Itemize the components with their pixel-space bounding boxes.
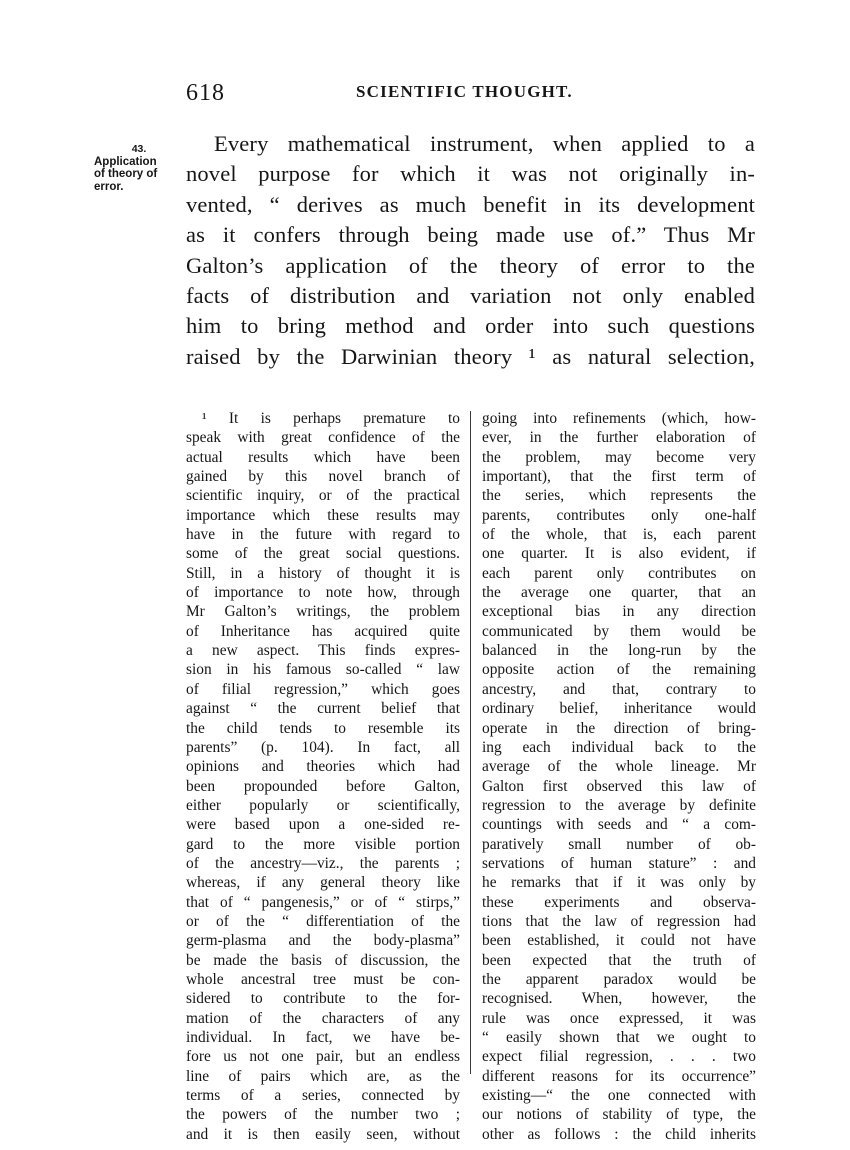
body-line: him to bring method and order into such questions bbox=[186, 313, 755, 339]
footnote-line: operate in the direction of bring- bbox=[482, 719, 756, 737]
footnote-line: the child tends to resemble its bbox=[186, 719, 460, 737]
footnote-line: of importance to note how, through bbox=[186, 584, 460, 602]
footnote-line: ¹ It is perhaps premature to bbox=[202, 410, 460, 427]
footnote-line: have in the future with regard to bbox=[186, 526, 460, 544]
footnote-line: each parent only contributes on bbox=[482, 564, 756, 582]
footnote-line: Galton first observed this law of bbox=[482, 777, 756, 795]
footnote-line: countings with seeds and “ a com- bbox=[482, 816, 756, 834]
footnote-line: rule was once expressed, it was bbox=[482, 1009, 756, 1027]
margin-note bbox=[94, 143, 178, 193]
footnote-line: been expected that the truth of bbox=[482, 951, 756, 969]
footnote-line: whole ancestral tree must be con- bbox=[186, 970, 460, 988]
body-line: Every mathematical instrument, when applied to a bbox=[214, 131, 755, 156]
footnote-left-column bbox=[186, 409, 460, 1144]
footnote-line: different reasons for its occurrence” bbox=[482, 1067, 756, 1085]
footnote-line: of the whole, that is, each parent bbox=[482, 526, 756, 544]
footnote-line: opinions and theories which had bbox=[186, 758, 460, 776]
body-line: facts of distribution and variation not only enabled bbox=[186, 283, 755, 309]
footnote-line: paratively small number of ob- bbox=[482, 835, 756, 853]
footnote-line: line of pairs which are, as the bbox=[186, 1067, 460, 1085]
footnote-line: importance which these results may bbox=[186, 506, 460, 524]
margin-label-line: Application bbox=[94, 155, 157, 168]
footnote-line: terms of a series, connected by bbox=[186, 1087, 460, 1105]
footnote-line: tions that the law of regression had bbox=[482, 912, 756, 930]
footnote-line: some of the great social questions. bbox=[186, 545, 460, 563]
footnote-line: be made the basis of discussion, the bbox=[186, 951, 460, 969]
footnote-line: fore us not one pair, but an endless bbox=[186, 1048, 460, 1066]
footnote-line: recognised. When, however, the bbox=[482, 990, 756, 1008]
footnote-right-column bbox=[482, 409, 756, 1144]
footnote-line: mation of the characters of any bbox=[186, 1009, 460, 1027]
page-number: 618 bbox=[186, 80, 225, 106]
footnote-line: the apparent paradox would be bbox=[482, 970, 756, 988]
footnote-line: actual results which have been bbox=[186, 448, 460, 466]
footnote-line: of Inheritance has acquired quite bbox=[186, 622, 460, 640]
footnote-line: going into refinements (which, how- bbox=[482, 410, 756, 427]
footnote-line: of the ancestry—viz., the parents ; bbox=[186, 854, 460, 872]
margin-section-number: 43. bbox=[131, 143, 147, 155]
footnote-line: parents, contributes only one-half bbox=[482, 506, 756, 524]
footnote-line: Still, in a history of thought it is bbox=[186, 564, 460, 582]
footnote-line: average of the whole lineage. Mr bbox=[482, 758, 756, 776]
footnote-line: one quarter. It is also evident, if bbox=[482, 545, 756, 563]
footnote-line: the series, which represents the bbox=[482, 487, 756, 505]
footnote-line: opposite action of the remaining bbox=[482, 661, 756, 679]
footnote-line: speak with great confidence of the bbox=[186, 429, 460, 447]
footnote-line: been propounded before Galton, bbox=[186, 777, 460, 795]
footnote-line: either popularly or scientifically, bbox=[186, 796, 460, 814]
footnote-line: ever, in the further elaboration of bbox=[482, 429, 756, 447]
footnote-line: exceptional bias in any direction bbox=[482, 603, 756, 621]
footnote-line: against “ the current belief that bbox=[186, 700, 460, 718]
footnote-line: the average one quarter, that an bbox=[482, 584, 756, 602]
footnote-line: gained by this novel branch of bbox=[186, 468, 460, 486]
footnote-line: scientific inquiry, or of the practical bbox=[186, 487, 460, 505]
footnote-line: he remarks that if it was only by bbox=[482, 874, 756, 892]
body-line: novel purpose for which it was not originally in- bbox=[186, 161, 755, 187]
footnote-line: communicated by them would be bbox=[482, 622, 756, 640]
footnote-line: whereas, if any general theory like bbox=[186, 874, 460, 892]
margin-label-line: error. bbox=[94, 180, 124, 193]
body-paragraph bbox=[186, 129, 755, 372]
footnote-line: parents” (p. 104). In fact, all bbox=[186, 738, 460, 756]
footnote-line: sidered to contribute to the for- bbox=[186, 990, 460, 1008]
footnote-line: or of the “ differentiation of the bbox=[186, 912, 460, 930]
body-line: vented, “ derives as much benefit in its development bbox=[186, 191, 755, 217]
footnote-line: the powers of the number two ; bbox=[186, 1106, 460, 1124]
footnote-line: ordinary belief, inheritance would bbox=[482, 700, 756, 718]
footnote-line: these experiments and observa- bbox=[482, 893, 756, 911]
footnote-line: our notions of stability of type, the bbox=[482, 1106, 756, 1124]
footnote-line: other as follows : the child inherits bbox=[482, 1125, 756, 1143]
footnote-line: gard to the more visible portion bbox=[186, 835, 460, 853]
footnote-line: expect filial regression, . . . two bbox=[482, 1048, 756, 1066]
footnote-line: were based upon a one-sided re- bbox=[186, 816, 460, 834]
footnote-line: ancestry, and that, contrary to bbox=[482, 680, 756, 698]
footnote-line: servations of human stature” : and bbox=[482, 854, 756, 872]
footnote-line: existing—“ the one connected with bbox=[482, 1087, 756, 1105]
footnote-line: regression to the average by definite bbox=[482, 796, 756, 814]
body-line: as it confers through being made use of.” Thus Mr bbox=[186, 222, 755, 248]
body-line: raised by the Darwinian theory ¹ as natural selection, bbox=[186, 343, 755, 369]
margin-label-line: of theory of bbox=[94, 168, 158, 180]
footnote-line: a new aspect. This finds expres- bbox=[186, 642, 460, 660]
footnote-line: “ easily shown that we ought to bbox=[482, 1029, 756, 1046]
footnote-line: sion in his famous so-called “ law bbox=[186, 661, 460, 679]
footnote-line: the problem, may become very bbox=[482, 448, 756, 466]
running-title: SCIENTIFIC THOUGHT. bbox=[356, 82, 573, 101]
footnote-line: balanced in the long-run by the bbox=[482, 642, 756, 660]
footnote-line: of filial regression,” which goes bbox=[186, 680, 460, 698]
body-line: Galton’s application of the theory of error to the bbox=[186, 252, 755, 278]
footnote-line: germ-plasma and the body-plasma” bbox=[186, 932, 460, 950]
footnote-line: and it is then easily seen, without bbox=[186, 1125, 460, 1143]
footnote-line: Mr Galton’s writings, the problem bbox=[186, 603, 460, 621]
footnote-line: important), that the first term of bbox=[482, 468, 756, 486]
column-divider bbox=[470, 411, 471, 1074]
footnote-line: that of “ pangenesis,” or of “ stirps,” bbox=[186, 893, 460, 911]
footnote-line: been established, it could not have bbox=[482, 932, 756, 950]
footnote-line: ing each individual back to the bbox=[482, 738, 756, 756]
footnote-line: individual. In fact, we have be- bbox=[186, 1029, 460, 1046]
